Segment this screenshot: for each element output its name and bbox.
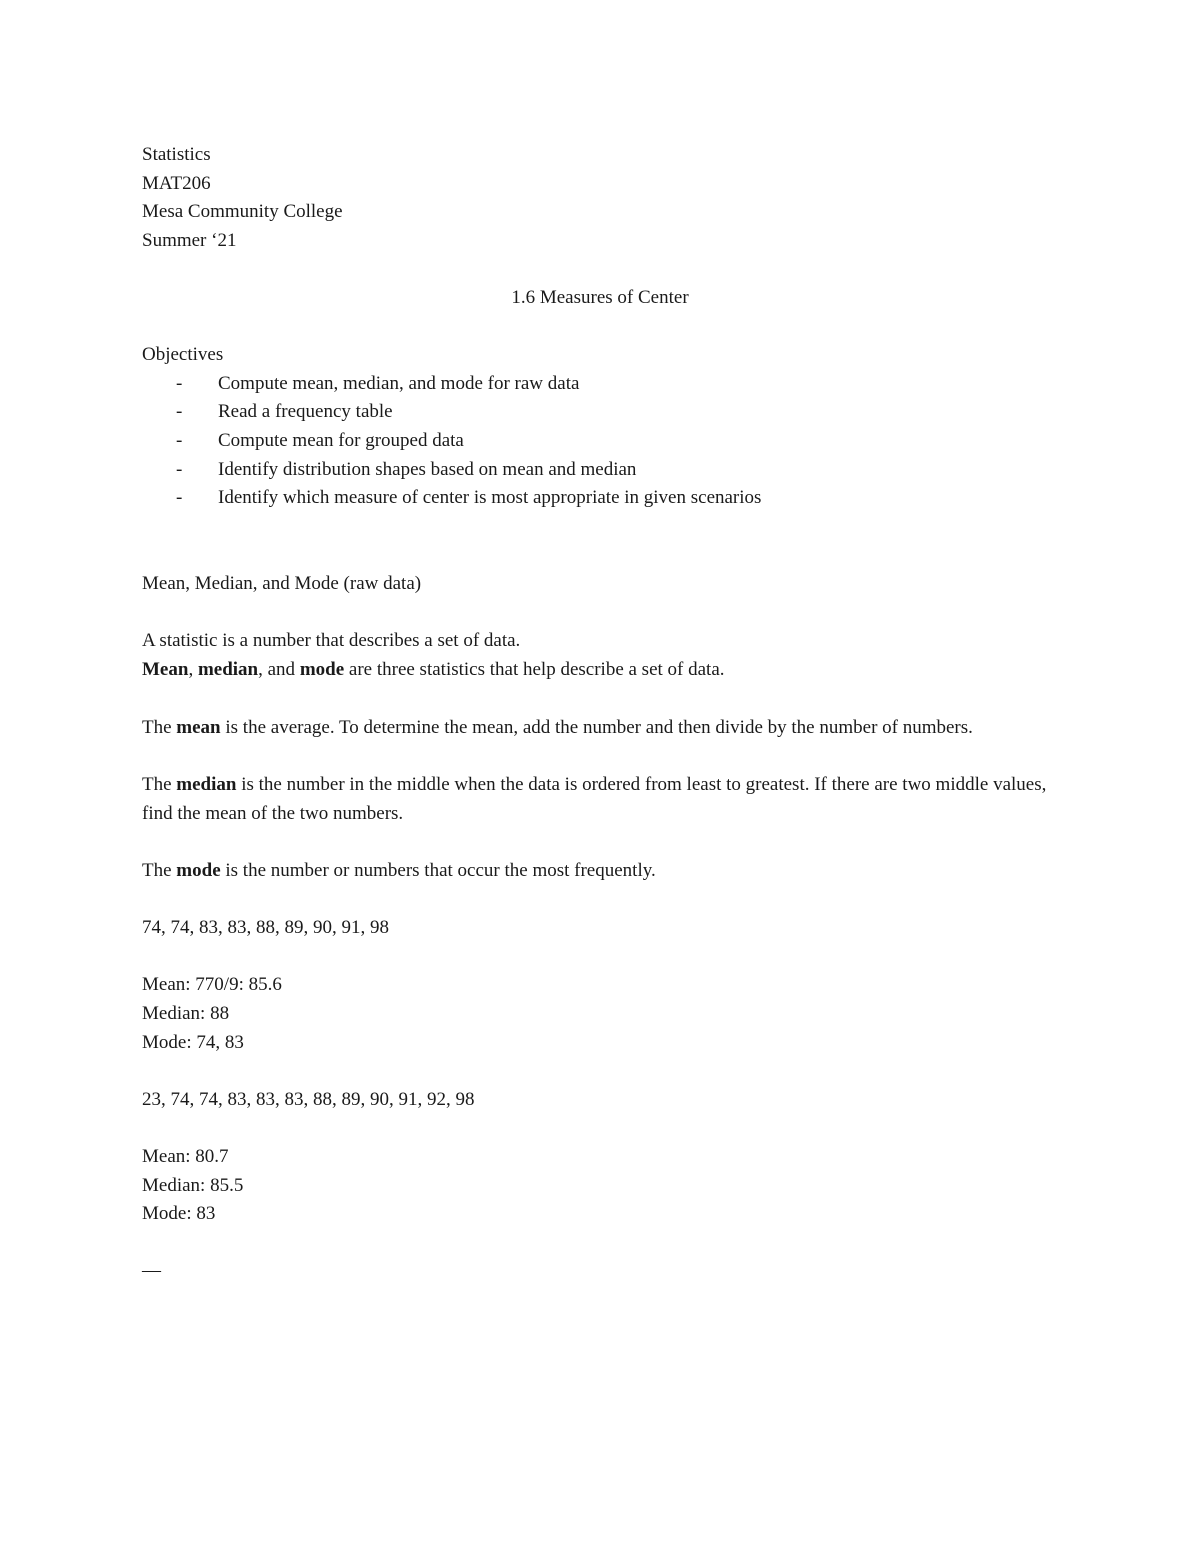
objective-item: - Compute mean for grouped data bbox=[142, 427, 1062, 456]
document-title: 1.6 Measures of Center bbox=[511, 286, 689, 308]
objectives-heading: Objectives bbox=[142, 344, 224, 366]
objective-item: - Read a frequency table bbox=[142, 398, 1062, 427]
terms-sentence: Mean, median, and mode are three statistics that help describe a set of data. bbox=[142, 658, 725, 680]
intro-sentence: A statistic is a number that describes a set of data. bbox=[142, 630, 521, 652]
mode-definition: The mode is the number or numbers that occur the most frequently. bbox=[142, 860, 656, 882]
term: Summer ‘21 bbox=[142, 229, 237, 251]
bullet-dash: - bbox=[176, 487, 183, 509]
course-name: Statistics bbox=[142, 144, 211, 165]
example2-data: 23, 74, 74, 83, 83, 83, 88, 89, 90, 91, 92, 98 bbox=[142, 1088, 475, 1110]
objective-item: - Identify distribution shapes based on mean and median bbox=[142, 456, 1062, 485]
median-definition: The median is the number in the middle when the data is ordered from least to greatest. If there are two middle values, find the mean of the two numbers. bbox=[142, 774, 1047, 825]
objective-item: - Identify which measure of center is most appropriate in given scenarios bbox=[142, 484, 1062, 513]
example1-median: Median: 88 bbox=[142, 1003, 230, 1025]
section-heading: Mean, Median, and Mode (raw data) bbox=[142, 572, 422, 594]
bullet-dash: - bbox=[176, 372, 183, 394]
example1-data: 74, 74, 83, 83, 88, 89, 90, 91, 98 bbox=[142, 917, 389, 939]
bullet-dash: - bbox=[176, 401, 183, 423]
example2-mean: Mean: 80.7 bbox=[142, 1146, 229, 1167]
mean-definition: The mean is the average. To determine the mean, add the number and then divide by the number of numbers. bbox=[142, 716, 973, 738]
end-mark: — bbox=[142, 1260, 161, 1282]
bullet-dash: - bbox=[176, 429, 183, 451]
objective-item: - Compute mean, median, and mode for raw data bbox=[142, 370, 1062, 399]
course-code: MAT206 bbox=[142, 172, 211, 194]
example1-mean: Mean: 770/9: 85.6 bbox=[142, 974, 282, 996]
example2-median: Median: 85.5 bbox=[142, 1174, 244, 1196]
example2-mode: Mode: 83 bbox=[142, 1203, 216, 1225]
bullet-dash: - bbox=[176, 458, 183, 480]
school-name: Mesa Community College bbox=[142, 201, 343, 223]
example1-mode: Mode: 74, 83 bbox=[142, 1031, 244, 1053]
objectives-list bbox=[142, 370, 1062, 513]
document-page bbox=[142, 141, 1062, 1286]
